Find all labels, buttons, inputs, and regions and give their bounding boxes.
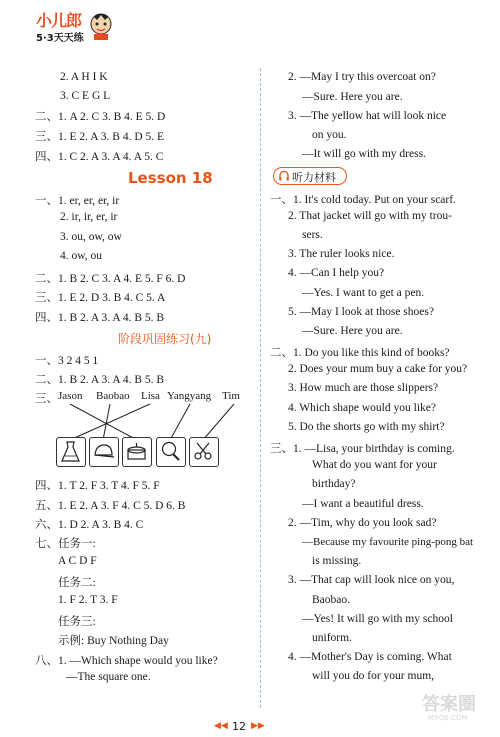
- answer-line: Baobao.: [312, 594, 351, 606]
- answer-line: 三、1. E 2. D 3. B 4. C 5. A: [35, 292, 166, 304]
- dress-picture: [56, 437, 86, 467]
- cake-icon: [123, 438, 150, 465]
- answer-line: —I want a beautiful dress.: [302, 498, 424, 510]
- answer-line: 5. —May I look at those shoes?: [288, 306, 434, 318]
- cake-picture: [122, 437, 152, 467]
- lesson-title: Lesson 18: [128, 169, 213, 187]
- answer-line: 二、1. B 2. A 3. A 4. B 5. B: [35, 374, 165, 386]
- answer-line: 4. —Can I help you?: [288, 267, 385, 279]
- name-tim: Tim: [222, 390, 240, 402]
- answer-line: 任务二:: [58, 577, 96, 589]
- logo-subtitle: 5·3天天练: [36, 33, 84, 44]
- answer-line: 二、1. A 2. C 3. B 4. E 5. D: [35, 111, 166, 123]
- answer-line: uniform.: [312, 632, 352, 644]
- scissors-picture: [189, 437, 219, 467]
- name-jason: Jason: [58, 390, 83, 402]
- scissors-icon: [190, 438, 217, 465]
- answer-line: —It will go with my dress.: [302, 148, 426, 160]
- answer-line: —Sure. Here you are.: [302, 325, 403, 337]
- answer-line: 示例: Buy Nothing Day: [58, 635, 169, 647]
- logo-title: 小儿郎: [36, 11, 82, 30]
- tag-label: 听力材料: [292, 171, 336, 184]
- headphones-icon: [278, 170, 290, 182]
- answer-line: 4. Which shape would you like?: [288, 402, 436, 414]
- answer-line: 三、: [35, 393, 58, 405]
- answer-line: 3. ou, ow, ow: [60, 231, 122, 243]
- answer-line: 2. A H I K: [60, 71, 108, 83]
- answer-line: will you do for your mum,: [312, 670, 435, 682]
- cap-picture: [89, 437, 119, 467]
- name-yangyang: Yangyang: [167, 390, 212, 402]
- answer-line: —Because my favourite ping-pong bat: [302, 536, 474, 548]
- answer-line: 3. C E G L: [60, 90, 111, 102]
- review-title: 阶段巩固练习(九): [118, 332, 212, 346]
- answer-line: —Sure. Here you are.: [302, 91, 403, 103]
- answer-line: 任务三:: [58, 616, 96, 628]
- answer-line: birthday?: [312, 478, 356, 490]
- answer-line: 四、1. B 2. A 3. A 4. B 5. B: [35, 312, 165, 324]
- listening-material-tag: [273, 167, 347, 185]
- answer-line: sers.: [302, 229, 323, 241]
- answer-line: —Yes! It will go with my school: [302, 613, 453, 625]
- answer-line: 2. That jacket will go with my trou-: [288, 210, 452, 222]
- answer-line: is missing.: [312, 555, 362, 567]
- answer-line: 二、1. B 2. C 3. A 4. E 5. F 6. D: [35, 273, 186, 285]
- dress-icon: [57, 438, 84, 465]
- answer-line: 一、1. It's cold today. Put on your scarf.: [270, 194, 456, 206]
- next-page-icon: ▶▶: [251, 721, 265, 731]
- answer-line: 六、1. D 2. A 3. B 4. C: [35, 519, 144, 531]
- answer-line: 4. ow, ou: [60, 250, 103, 262]
- name-baobao: Baobao: [96, 390, 130, 402]
- answer-line: 1. F 2. T 3. F: [58, 594, 118, 606]
- ping-pong-bat-icon: [157, 438, 184, 465]
- answer-line: —Yes. I want to get a pen.: [302, 287, 425, 299]
- answer-line: 三、1. E 2. A 3. B 4. D 5. E: [35, 131, 165, 143]
- answer-line: 3. —The yellow hat will look nice: [288, 110, 447, 122]
- answer-line: 二、1. Do you like this kind of books?: [270, 347, 450, 359]
- page-number: 12: [232, 720, 246, 733]
- name-lisa: Lisa: [141, 390, 160, 402]
- answer-line: 三、1. —Lisa, your birthday is coming.: [270, 443, 455, 455]
- answer-line: on you.: [312, 129, 347, 141]
- cap-icon: [90, 438, 117, 465]
- answer-line: 5. Do the shorts go with my shirt?: [288, 421, 445, 433]
- answer-line: 4. —Mother's Day is coming. What: [288, 651, 452, 663]
- answer-line: 八、1. —Which shape would you like?: [35, 655, 218, 667]
- watermark-text: 答案圈: [422, 694, 476, 715]
- prev-page-icon: ◀◀: [214, 721, 228, 731]
- answer-line: 2. —Tim, why do you look sad?: [288, 517, 437, 529]
- answer-line: 2. —May I try this overcoat on?: [288, 71, 436, 83]
- answer-line: 3. How much are those slippers?: [288, 382, 439, 394]
- answer-line: 四、1. T 2. F 3. T 4. F 5. F: [35, 480, 160, 492]
- answer-line: —The square one.: [66, 671, 151, 683]
- answer-line: 2. Does your mum buy a cake for you?: [288, 363, 468, 375]
- answer-line: 四、1. C 2. A 3. A 4. A 5. C: [35, 151, 164, 163]
- answer-line: 一、3 2 4 5 1: [35, 355, 99, 367]
- answer-line: 3. —That cap will look nice on you,: [288, 574, 455, 586]
- answer-line: What do you want for your: [312, 459, 437, 471]
- answer-line: A C D F: [58, 555, 97, 567]
- watermark-url: MXQE.COM: [428, 714, 468, 722]
- ping-pong-bat-picture: [156, 437, 186, 467]
- answer-line: 一、1. er, er, er, ir: [35, 195, 120, 207]
- answer-line: 五、1. E 2. A 3. F 4. C 5. D 6. B: [35, 500, 186, 512]
- watermark: [422, 690, 490, 730]
- answer-line: 2. ir, ir, er, ir: [60, 211, 118, 223]
- answer-line: 七、任务一:: [35, 538, 96, 550]
- answer-line: 3. The ruler looks nice.: [288, 248, 395, 260]
